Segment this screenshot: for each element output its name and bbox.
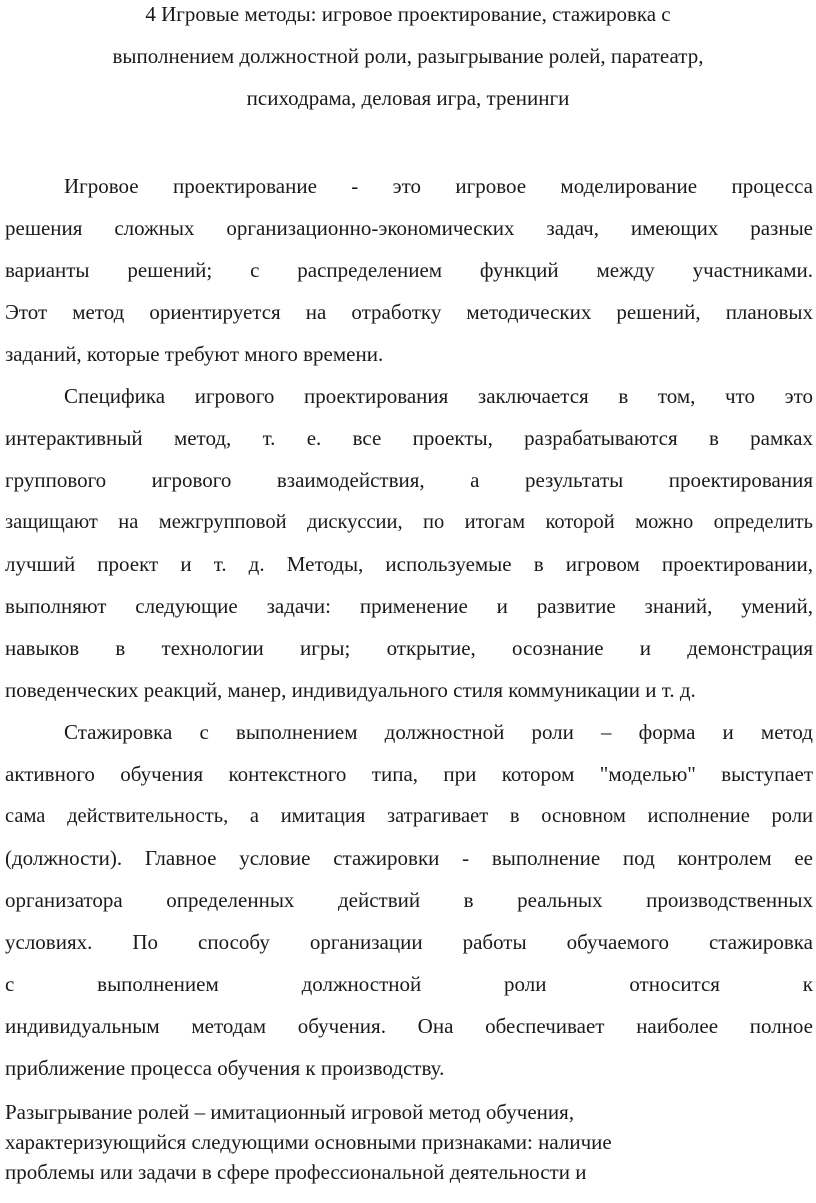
paragraph-3-line-3: сама действительность, а имитация затрагивает в основном исполнение роли: [5, 805, 813, 827]
paragraph-2-line-2: интерактивный метод, т. е. все проекты, разрабатываются в рамках: [5, 426, 813, 450]
paragraph-3-line-2: активного обучения контекстного типа, при котором "моделью" выступает: [5, 762, 813, 786]
paragraph-3-line-6: условиях. По способу организации работы обучаемого стажировка: [5, 930, 813, 954]
paragraph-1-line-3: варианты решений; с распределением функций между участниками.: [5, 258, 813, 282]
paragraph-2-line-7: навыков в технологии игры; открытие, осознание и демонстрация: [5, 636, 813, 660]
paragraph-2-line-4: защищают на межгрупповой дискуссии, по итогам которой можно определить: [5, 511, 813, 533]
paragraph-1-line-2: решения сложных организационно-экономических задач, имеющих разные: [5, 216, 813, 240]
paragraph-1-line-4: Этот метод ориентируется на отработку методических решений, плановых: [5, 300, 813, 324]
paragraph-2-line-3: группового игрового взаимодействия, а результаты проектирования: [5, 468, 813, 492]
heading-line-1: 4 Игровые методы: игровое проектирование, стажировка с: [145, 2, 671, 26]
heading-line-2: выполнением должностной роли, разыгрывание ролей, паратеатр,: [112, 44, 704, 68]
paragraph-1-line-5: заданий, которые требуют много времени.: [5, 342, 384, 366]
paragraph-3-line-9: приближение процесса обучения к производству.: [5, 1056, 445, 1080]
paragraph-4-line-2: характеризующийся следующими основными признаками: наличие: [5, 1130, 612, 1154]
paragraph-2-line-6: выполняют следующие задачи: применение и развитие знаний, умений,: [5, 594, 813, 618]
paragraph-4-line-3: проблемы или задачи в сфере профессиональной деятельности и: [5, 1160, 587, 1184]
paragraph-3-line-5: организатора определенных действий в реальных производственных: [5, 888, 813, 912]
paragraph-1-line-1: Игровое проектирование - это игровое моделирование процесса: [64, 174, 813, 198]
paragraph-4-line-1: Разыгрывание ролей – имитационный игровой метод обучения,: [5, 1100, 575, 1124]
paragraph-2-line-8: поведенческих реакций, манер, индивидуального стиля коммуникации и т. д.: [5, 678, 696, 702]
paragraph-3-line-4: (должности). Главное условие стажировки - выполнение под контролем ее: [5, 846, 813, 870]
paragraph-3-line-1: Стажировка с выполнением должностной роли – форма и метод: [64, 720, 813, 744]
paragraph-3-line-7: с выполнением должностной роли относится к: [5, 972, 813, 996]
paragraph-2-line-1: Специфика игрового проектирования заключается в том, что это: [64, 384, 813, 408]
paragraph-2-line-5: лучший проект и т. д. Методы, используемые в игровом проектировании,: [5, 552, 813, 576]
heading-line-3: психодрама, деловая игра, тренинги: [246, 86, 570, 110]
paragraph-3-line-8: индивидуальным методам обучения. Она обеспечивает наиболее полное: [5, 1014, 813, 1038]
